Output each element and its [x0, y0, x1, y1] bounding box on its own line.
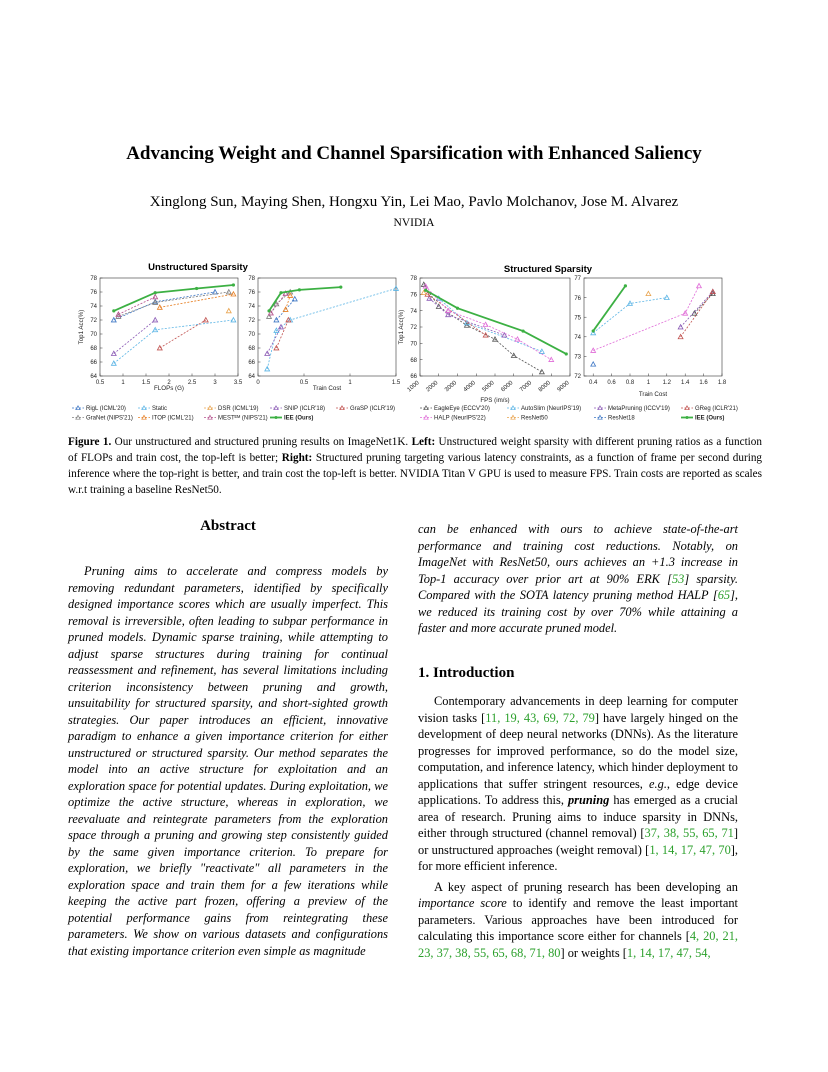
x-axis-label: Train Cost	[312, 385, 342, 392]
y-tick-label: 73	[574, 354, 581, 361]
intro-text: e.g.	[649, 776, 667, 791]
y-tick-label: 78	[90, 276, 97, 283]
data-point	[592, 329, 595, 332]
intro-text: to identify and remove the least important parameters. Various approaches have been introduced for calculating this importance score either for channels [	[418, 896, 738, 943]
y-tick-label: 74	[248, 304, 255, 311]
x-tick-label: 0	[256, 380, 260, 386]
x-axis-label: FPS (im/s)	[480, 397, 510, 404]
caption-left-label: Left:	[411, 436, 436, 448]
x-tick-label: 0.5	[299, 380, 309, 386]
figure-1	[70, 258, 760, 428]
legend-label: ResNet50	[521, 415, 548, 422]
intro-body	[418, 693, 738, 961]
caption-right-label: Right:	[281, 452, 313, 464]
y-tick-label: 66	[248, 360, 255, 367]
data-point	[522, 329, 525, 332]
x-tick-label: 1.2	[662, 380, 671, 386]
plot-frame	[420, 278, 570, 376]
y-tick-label: 70	[90, 332, 97, 339]
x-tick-label: 3.5	[233, 380, 243, 386]
y-tick-label: 72	[410, 325, 417, 332]
legend-label: DSR (ICML'19)	[218, 406, 259, 412]
x-tick-label: 2	[167, 380, 171, 386]
data-point	[339, 286, 342, 289]
x-tick-label: 0.4	[589, 380, 598, 386]
figure-caption	[68, 434, 762, 498]
cite-link[interactable]: 1, 14, 17, 47, 54,	[626, 945, 711, 960]
chart-panel-4	[574, 276, 727, 398]
y-tick-label: 75	[574, 315, 581, 322]
cite-link[interactable]: 65	[717, 588, 731, 602]
intro-paragraph-2	[418, 879, 738, 962]
intro-text: , edge device applications. To address this,	[418, 776, 739, 807]
intro-text: ] or unstructured approaches (weight removal) [	[418, 826, 738, 857]
x-tick-label: 1.4	[681, 380, 690, 386]
intro-text: A key aspect of pruning research has been developing an	[434, 879, 738, 894]
chart-panel-3	[398, 276, 571, 404]
y-tick-label: 74	[574, 335, 581, 341]
y-tick-label: 66	[410, 374, 417, 381]
abstract-continued	[418, 521, 738, 637]
legend-label: EagleEye (ECCV'20)	[434, 406, 490, 412]
y-tick-label: 76	[410, 292, 417, 299]
cite-link[interactable]: 4, 20, 21, 23, 37, 38, 55, 65, 68, 71, 80	[418, 929, 738, 960]
cite-link[interactable]: 11, 19, 43, 69, 72, 79	[485, 710, 595, 725]
caption-label: Figure 1.	[68, 436, 112, 448]
legend-label: GReg (ICLR'21)	[695, 406, 738, 412]
legend-label: ITOP (ICML'21)	[152, 415, 194, 422]
x-tick-label: 1.5	[141, 380, 151, 386]
data-point	[624, 284, 627, 287]
intro-emphasis: pruning	[567, 793, 610, 807]
x-tick-label: 2.5	[187, 380, 197, 386]
x-tick-label: 1000	[406, 380, 421, 394]
abstract-paragraph: Pruning aims to accelerate and compress models by removing redundant parameters, identified by specifically designed importance scores which are usually imperfect. This removal is irreversible, often leading to subpar performance in pruned models. Dynamic sparse training, while attempting to adjust sparse structures during training for continual reassessment and refinement, has several limitations including criterion inconsistency between pruning and growth, unsuitability for structured sparsity, and short-sighted growth strategies. Our paper introduces an efficient, innovative paradigm to enhance a given importance criterion for either unstructured or structured sparsity. Our method separates the model into an active structure for exploitation and an exploration space for potential updates. During exploitation, we optimize the active structure, whereas in exploration, we reevaluate and reintegrate parameters from the exploration space through a pruning and growing step consistently guided by the same given importance criterion. To prepare for exploration, we briefly "reactivate" all parameters in the exploration space and train them for a few iterations while keeping the active part frozen, offering a preview of the potential performance gains from reintegrating these parameters. We show on various datasets and configurations that existing importance criterion even simple as magnitude	[68, 564, 388, 958]
x-tick-label: 1	[646, 380, 651, 386]
data-point	[267, 309, 270, 312]
abstract-cont-c: ], we reduced its training cost by over 70% while attaining a faster and more accurate pruned model.	[418, 588, 738, 635]
legend-label: GraSP (ICLR'19)	[350, 406, 396, 412]
y-tick-label: 68	[410, 357, 417, 364]
x-tick-label: 0.5	[95, 380, 105, 386]
y-tick-label: 77	[574, 276, 581, 283]
legend-label: MESTᴱᴹ (NIPS'21)	[218, 415, 268, 422]
abstract-heading: Abstract	[200, 518, 256, 534]
legend-marker	[686, 416, 689, 419]
abstract-cont-b: ] sparsity. Compared with the SOTA latency pruning method HALP [	[418, 571, 738, 602]
y-tick-label: 76	[90, 290, 97, 297]
x-tick-label: 7000	[519, 380, 534, 394]
x-tick-label: 1	[348, 380, 352, 386]
y-tick-label: 66	[90, 360, 97, 367]
y-tick-label: 74	[410, 308, 417, 315]
legend-label: ResNet18	[608, 415, 635, 422]
x-tick-label: 1.8	[717, 380, 727, 386]
x-tick-label: 6000	[500, 380, 515, 394]
y-tick-label: 72	[574, 374, 581, 381]
x-tick-label: 0.6	[607, 380, 616, 386]
y-axis-label: Top1 Acc(%)	[78, 309, 85, 345]
y-tick-label: 76	[248, 290, 255, 297]
legend-label: AutoSlim (NeurIPS'19)	[521, 406, 582, 412]
data-point	[232, 283, 235, 286]
x-tick-label: 3000	[444, 380, 459, 394]
cite-link[interactable]: 53	[671, 571, 685, 586]
y-tick-label: 72	[248, 318, 255, 325]
y-tick-label: 64	[248, 374, 255, 381]
legend-label: SNIP (ICLR'18)	[284, 406, 326, 412]
legend-label: IEE (Ours)	[284, 415, 314, 422]
intro-text: ] have largely hinged on the development of deep neural networks (DNNs). As the literature progresses for improved performance, so do the model size, computation, and inference latency, which hinder deployment to applications that suffer stringent resources,	[418, 710, 738, 791]
x-tick-label: 8000	[537, 380, 552, 394]
intro-text: has emerged as a crucial area of research. Pruning aims to induce sparsity in DNNs, either through structured (channel removal) [	[418, 793, 738, 840]
data-point	[195, 287, 198, 290]
y-tick-label: 68	[248, 346, 255, 353]
legend-label: Static	[152, 406, 168, 412]
legend-unstructured	[72, 406, 395, 422]
plot-frame	[584, 278, 722, 376]
x-axis-label: Train Cost	[638, 391, 668, 398]
y-tick-label: 64	[90, 374, 97, 381]
chart-panel-1	[78, 276, 243, 392]
figure-1-charts	[70, 258, 760, 428]
plot-frame	[100, 278, 238, 376]
x-tick-label: 3	[213, 380, 217, 386]
intro-paragraph-1	[418, 693, 738, 875]
legend-marker	[275, 416, 278, 419]
data-point	[424, 289, 427, 292]
legend-label: GraNet (NIPS'21)	[86, 415, 133, 422]
y-tick-label: 76	[574, 295, 581, 302]
x-tick-label: 9000	[556, 380, 571, 394]
x-tick-label: 1.6	[699, 380, 708, 386]
intro-emphasis: importance score	[418, 896, 507, 910]
legend-label: RigL (ICML'20)	[86, 406, 126, 412]
plot-frame	[258, 278, 396, 376]
y-tick-label: 70	[410, 341, 417, 348]
data-point	[298, 288, 301, 291]
x-tick-label: 5000	[481, 380, 496, 394]
y-tick-label: 70	[248, 332, 255, 339]
data-point	[154, 291, 157, 294]
x-tick-label: 2000	[425, 380, 440, 394]
intro-text: ], for more efficient inference.	[418, 842, 738, 873]
abstract-cont-a: can be enhanced with ours to achieve state-of-the-art performance and training cost reductions. Notably, on ImageNet with ResNet50, ours achieves an +1.3 increase in Top-1 accuracy over prior art at 90% ERK [	[418, 522, 738, 586]
y-tick-label: 78	[410, 276, 417, 283]
x-tick-label: 0.8	[625, 380, 635, 386]
intro-text: ] or weights [	[560, 945, 627, 960]
legend-label: IEE (Ours)	[695, 415, 725, 422]
x-tick-label: 1	[121, 380, 125, 386]
data-point	[112, 309, 115, 312]
paper-authors: Xinglong Sun, Maying Shen, Hongxu Yin, Lei Mao, Pavlo Molchanov, Jose M. Alvarez	[149, 194, 679, 210]
abstract-body	[68, 563, 388, 959]
caption-text-1: Our unstructured and structured pruning results on ImageNet1K.	[111, 436, 412, 448]
chart-panel-2	[248, 276, 401, 392]
y-tick-label: 72	[90, 318, 97, 325]
y-tick-label: 74	[90, 304, 97, 311]
legend-label: MetaPruning (ICCV'19)	[608, 406, 670, 412]
y-tick-label: 78	[248, 276, 255, 283]
legend-label: HALP (NeurIPS'22)	[434, 415, 486, 422]
x-tick-label: 1.5	[391, 380, 401, 386]
structured-title: Structured Sparsity	[503, 264, 593, 275]
caption-text-2: Unstructured weight sparsity with different pruning ratios as a function of FLOPs and train cost, the top-left is better;	[68, 436, 762, 464]
intro-text: Contemporary advancements in deep learning for computer vision tasks [	[418, 694, 738, 725]
data-point	[279, 291, 282, 294]
intro-heading: 1. Introduction	[418, 665, 515, 681]
paper-title: Advancing Weight and Channel Sparsification with Enhanced Saliency	[126, 143, 702, 164]
unstructured-title: Unstructured Sparsity	[148, 262, 248, 273]
y-tick-label: 68	[90, 346, 97, 353]
caption-text-3: Structured pruning targeting various latency constraints, as a function of frame per second during inference where the top-right is better, and train cost the top-left is better. NVIDIA Titan V GPU is used to measure FPS. Train costs are reported as scales w.r.t training a baseline ResNet50.	[68, 452, 763, 496]
cite-link[interactable]: 37, 38, 55, 65, 71	[644, 826, 734, 840]
x-tick-label: 4000	[462, 380, 477, 394]
data-point	[456, 307, 459, 310]
paper-affiliation: NVIDIA	[393, 217, 435, 229]
legend-structured	[420, 406, 738, 422]
y-axis-label: Top1 Acc(%)	[398, 309, 405, 345]
data-point	[565, 352, 568, 355]
x-axis-label: FLOPs (G)	[154, 385, 184, 392]
cite-link[interactable]: 1, 14, 17, 47, 70	[649, 842, 731, 857]
